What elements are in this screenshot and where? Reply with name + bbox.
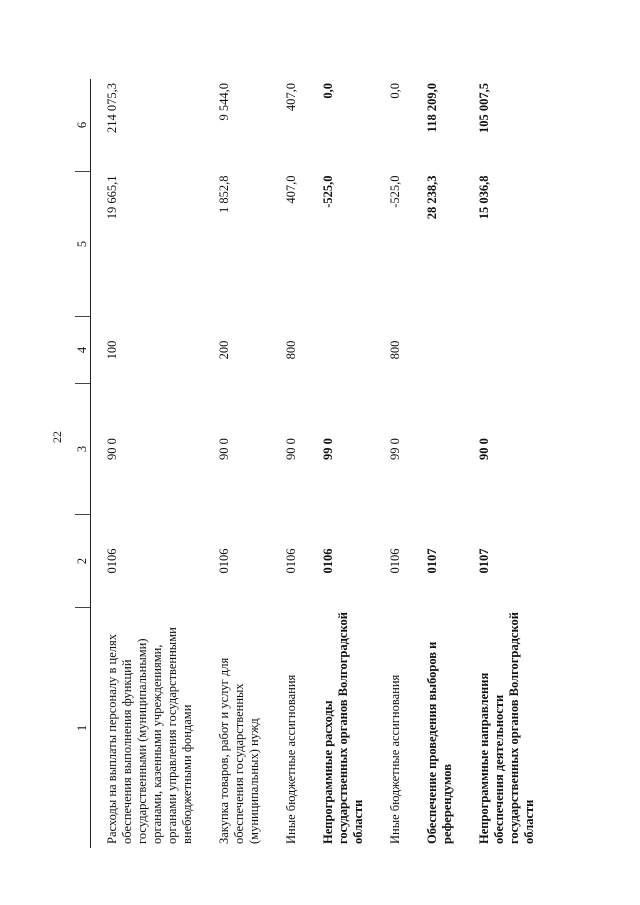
row-program-code: 99 0 [388,438,402,460]
row-program-code [411,384,463,515]
row-program-code: 90 0 [105,438,119,460]
row-change-amount: -525,0 [388,175,402,208]
row-description: Расходы на выплаты персоналу в целях обеспечения выполнения функций государственными (муниципальными) органами, казенными учреждениями, органами управления государственными внебюджетными фондами [105,627,194,844]
row-description: Непрограммные направления обеспечения деятельности государственных органов Волгоградской области [477,612,536,844]
row-description: Закупка товаров, работ и услуг для обеспечения государственных (муниципальных) нужд [217,657,261,844]
header-col-4: 4 [75,317,91,384]
row-description: Обеспечение проведения выборов и референдумов [425,641,454,844]
table-row [411,79,463,848]
row-total-amount: 9 544,0 [217,83,231,121]
row-expense-type: 800 [388,340,402,360]
row-total-amount: 0,0 [321,83,335,99]
row-change-amount: 15 036,8 [477,175,491,220]
row-section-code: 0107 [477,548,491,574]
row-expense-type [307,317,374,384]
row-section-code: 0106 [105,548,119,574]
row-change-amount: 19 665,1 [105,175,119,220]
row-total-amount: 214 075,3 [105,83,119,133]
header-col-2: 2 [75,515,91,608]
header-col-1: 1 [75,608,91,849]
row-total-amount: 105 007,5 [477,83,491,133]
row-program-code: 90 0 [217,438,231,460]
row-change-amount: -525,0 [321,175,335,208]
row-program-code: 90 0 [477,438,491,460]
header-col-3: 3 [75,384,91,515]
table-row [463,79,545,848]
header-col-6: 6 [75,79,91,172]
row-change-amount: 407,0 [284,175,298,204]
row-description: Иные бюджетные ассигнования [388,674,402,844]
row-program-code: 99 0 [321,438,335,460]
table-row [270,79,307,848]
row-expense-type: 100 [105,340,119,360]
table-row [307,79,374,848]
row-description: Непрограммные расходы государственных органов Волгоградской области [321,612,365,844]
row-description: Иные бюджетные ассигнования [284,674,298,844]
row-expense-type: 800 [284,340,298,360]
row-change-amount: 1 852,8 [217,175,231,213]
table-header-row [75,79,91,848]
row-section-code: 0106 [284,548,298,574]
row-section-code: 0107 [425,548,439,574]
row-total-amount: 0,0 [388,83,402,99]
row-expense-type: 200 [217,340,231,360]
budget-table [75,79,545,848]
row-section-code: 0106 [321,548,335,574]
row-section-code: 0106 [388,548,402,574]
table-row [203,79,270,848]
table-row [91,79,204,848]
header-col-5: 5 [75,172,91,317]
row-expense-type [411,317,463,384]
row-total-amount: 118 209,0 [425,83,439,133]
row-program-code: 90 0 [284,438,298,460]
page-number: 22 [50,431,64,443]
row-section-code: 0106 [217,548,231,574]
row-change-amount: 28 238,3 [425,175,439,220]
row-expense-type [463,317,545,384]
table-row [374,79,411,848]
row-total-amount: 407,0 [284,83,298,112]
